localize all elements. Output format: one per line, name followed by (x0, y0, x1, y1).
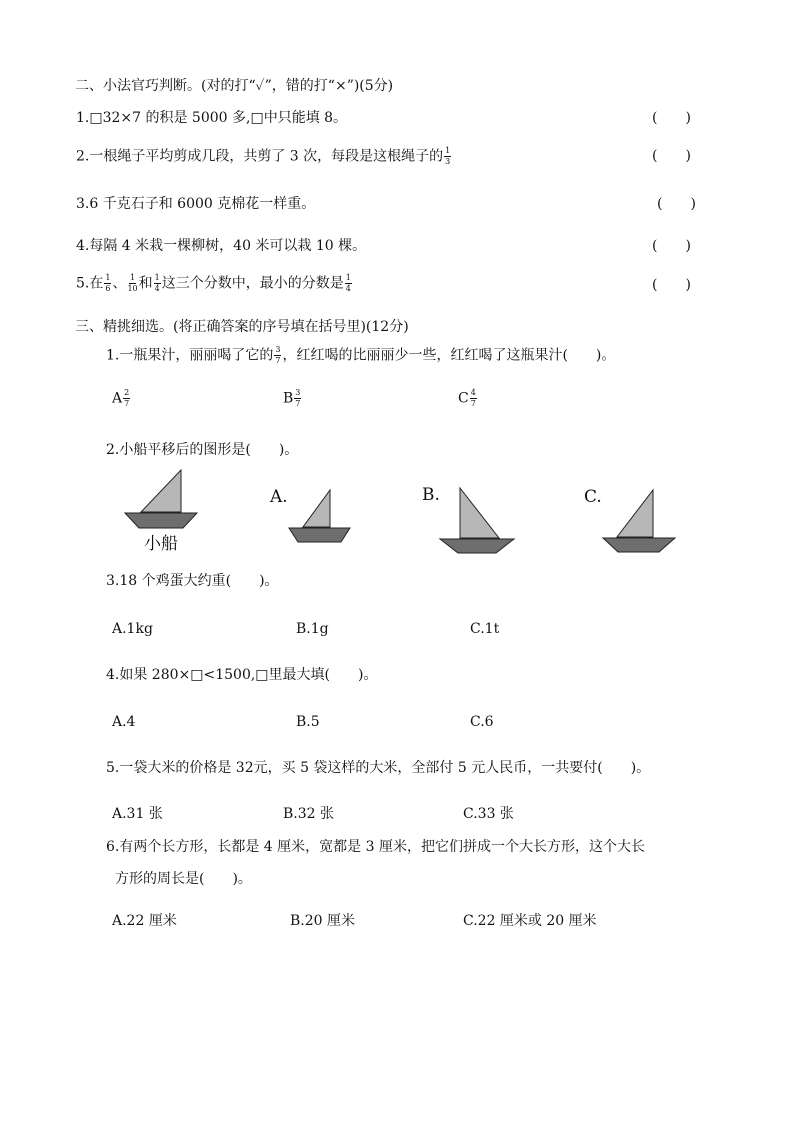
answer-paren-4[interactable]: ( ) (652, 238, 691, 254)
option-label: C (458, 390, 469, 407)
fraction: $\frac{1}{3}$ (445, 146, 451, 166)
choice-q4: 4.如果 280×□<1500,□里最大填( )。 (106, 667, 378, 683)
choice-q2: 2.小船平移后的图形是( )。 (106, 442, 299, 458)
boat-option-c[interactable] (603, 490, 675, 552)
q1-post: ，红红喝的比丽丽少一些，红红喝了这瓶果汁( )。 (282, 347, 616, 364)
separator: 和 (138, 275, 153, 292)
q5-option-c[interactable]: C.33 张 (463, 806, 514, 822)
choice-q3: 3.18 个鸡蛋大约重( )。 (106, 573, 279, 589)
choice-q1 (106, 346, 615, 365)
original-boat (125, 470, 197, 528)
judge-item-4: 4.每隔 4 米栽一棵柳树，40 米可以栽 10 棵。 (76, 238, 367, 254)
q1-option-b[interactable] (283, 389, 302, 408)
fraction: $\frac{4}{7}$ (470, 388, 476, 408)
judge-item-1: 1.□32×7 的积是 5000 多,□中只能填 8。 (76, 110, 348, 126)
choice-q5: 5.一袋大米的价格是 32元，买 5 袋这样的大米，全部付 5 元人民币，一共要付( )。 (106, 760, 651, 776)
answer-paren-1[interactable]: ( ) (652, 110, 691, 126)
q3-option-b[interactable]: B.1g (296, 621, 329, 637)
judge-item-5-mid: 这三个分数中，最小的分数是 (161, 275, 344, 292)
q3-option-c[interactable]: C.1t (470, 621, 500, 637)
boat-label-c[interactable]: C. (584, 487, 602, 507)
q6-option-a[interactable]: A.22 厘米 (112, 913, 177, 929)
section2-title: 二、小法官巧判断。(对的打“✓”，错的打“×”)(5分) (75, 78, 394, 94)
q6-option-b[interactable]: B.20 厘米 (290, 913, 356, 929)
choice-q6-line2: 方形的周长是( )。 (115, 871, 252, 887)
judge-item-5 (76, 274, 353, 293)
boat-label-a[interactable]: A. (270, 487, 288, 507)
fraction: $\frac{1}{10}$ (127, 273, 138, 293)
boat-caption: 小船 (144, 534, 178, 554)
separator: 、 (112, 275, 127, 292)
q6-option-c[interactable]: C.22 厘米或 20 厘米 (463, 913, 597, 929)
q5-option-a[interactable]: A.31 张 (112, 806, 163, 822)
answer-paren-2[interactable]: ( ) (652, 148, 691, 164)
q3-option-a[interactable]: A.1kg (112, 621, 153, 637)
q1-pre: 1.一瓶果汁，丽丽喝了它的 (106, 347, 274, 364)
boat-option-a[interactable] (289, 490, 350, 542)
judge-item-3: 3.6 千克石子和 6000 克棉花一样重。 (76, 196, 316, 212)
judge-item-2-text: 2.一根绳子平均剪成几段，共剪了 3 次，每段是这根绳子的 (76, 148, 444, 165)
fraction: $\frac{3}{7}$ (295, 388, 301, 408)
q1-option-a[interactable] (112, 389, 131, 408)
fraction: $\frac{3}{7}$ (275, 345, 281, 365)
boat-label-b[interactable]: B. (422, 485, 440, 505)
section3-title: 三、精挑细选。(将正确答案的序号填在括号里)(12分) (75, 319, 409, 335)
q1-option-c[interactable] (458, 389, 478, 408)
q5-option-b[interactable]: B.32 张 (283, 806, 335, 822)
choice-q6-line1: 6.有两个长方形，长都是 4 厘米，宽都是 3 厘米，把它们拼成一个大长方形，这个大长 (106, 839, 645, 855)
judge-item-5-pre: 5.在 (76, 275, 104, 292)
judge-item-2 (76, 147, 452, 166)
fraction: $\frac{1}{4}$ (154, 273, 160, 293)
q4-option-a[interactable]: A.4 (112, 714, 136, 730)
q4-option-c[interactable]: C.6 (470, 714, 494, 730)
answer-paren-5[interactable]: ( ) (652, 277, 691, 293)
answer-paren-3[interactable]: ( ) (657, 196, 696, 212)
fraction: $\frac{2}{7}$ (124, 388, 130, 408)
option-label: A (112, 390, 123, 407)
fraction: $\frac{1}{6}$ (105, 273, 111, 293)
boat-option-b[interactable] (440, 488, 514, 553)
fraction: $\frac{1}{4}$ (345, 273, 351, 293)
q4-option-b[interactable]: B.5 (296, 714, 320, 730)
option-label: B (283, 390, 294, 407)
boat-figures (0, 462, 793, 562)
